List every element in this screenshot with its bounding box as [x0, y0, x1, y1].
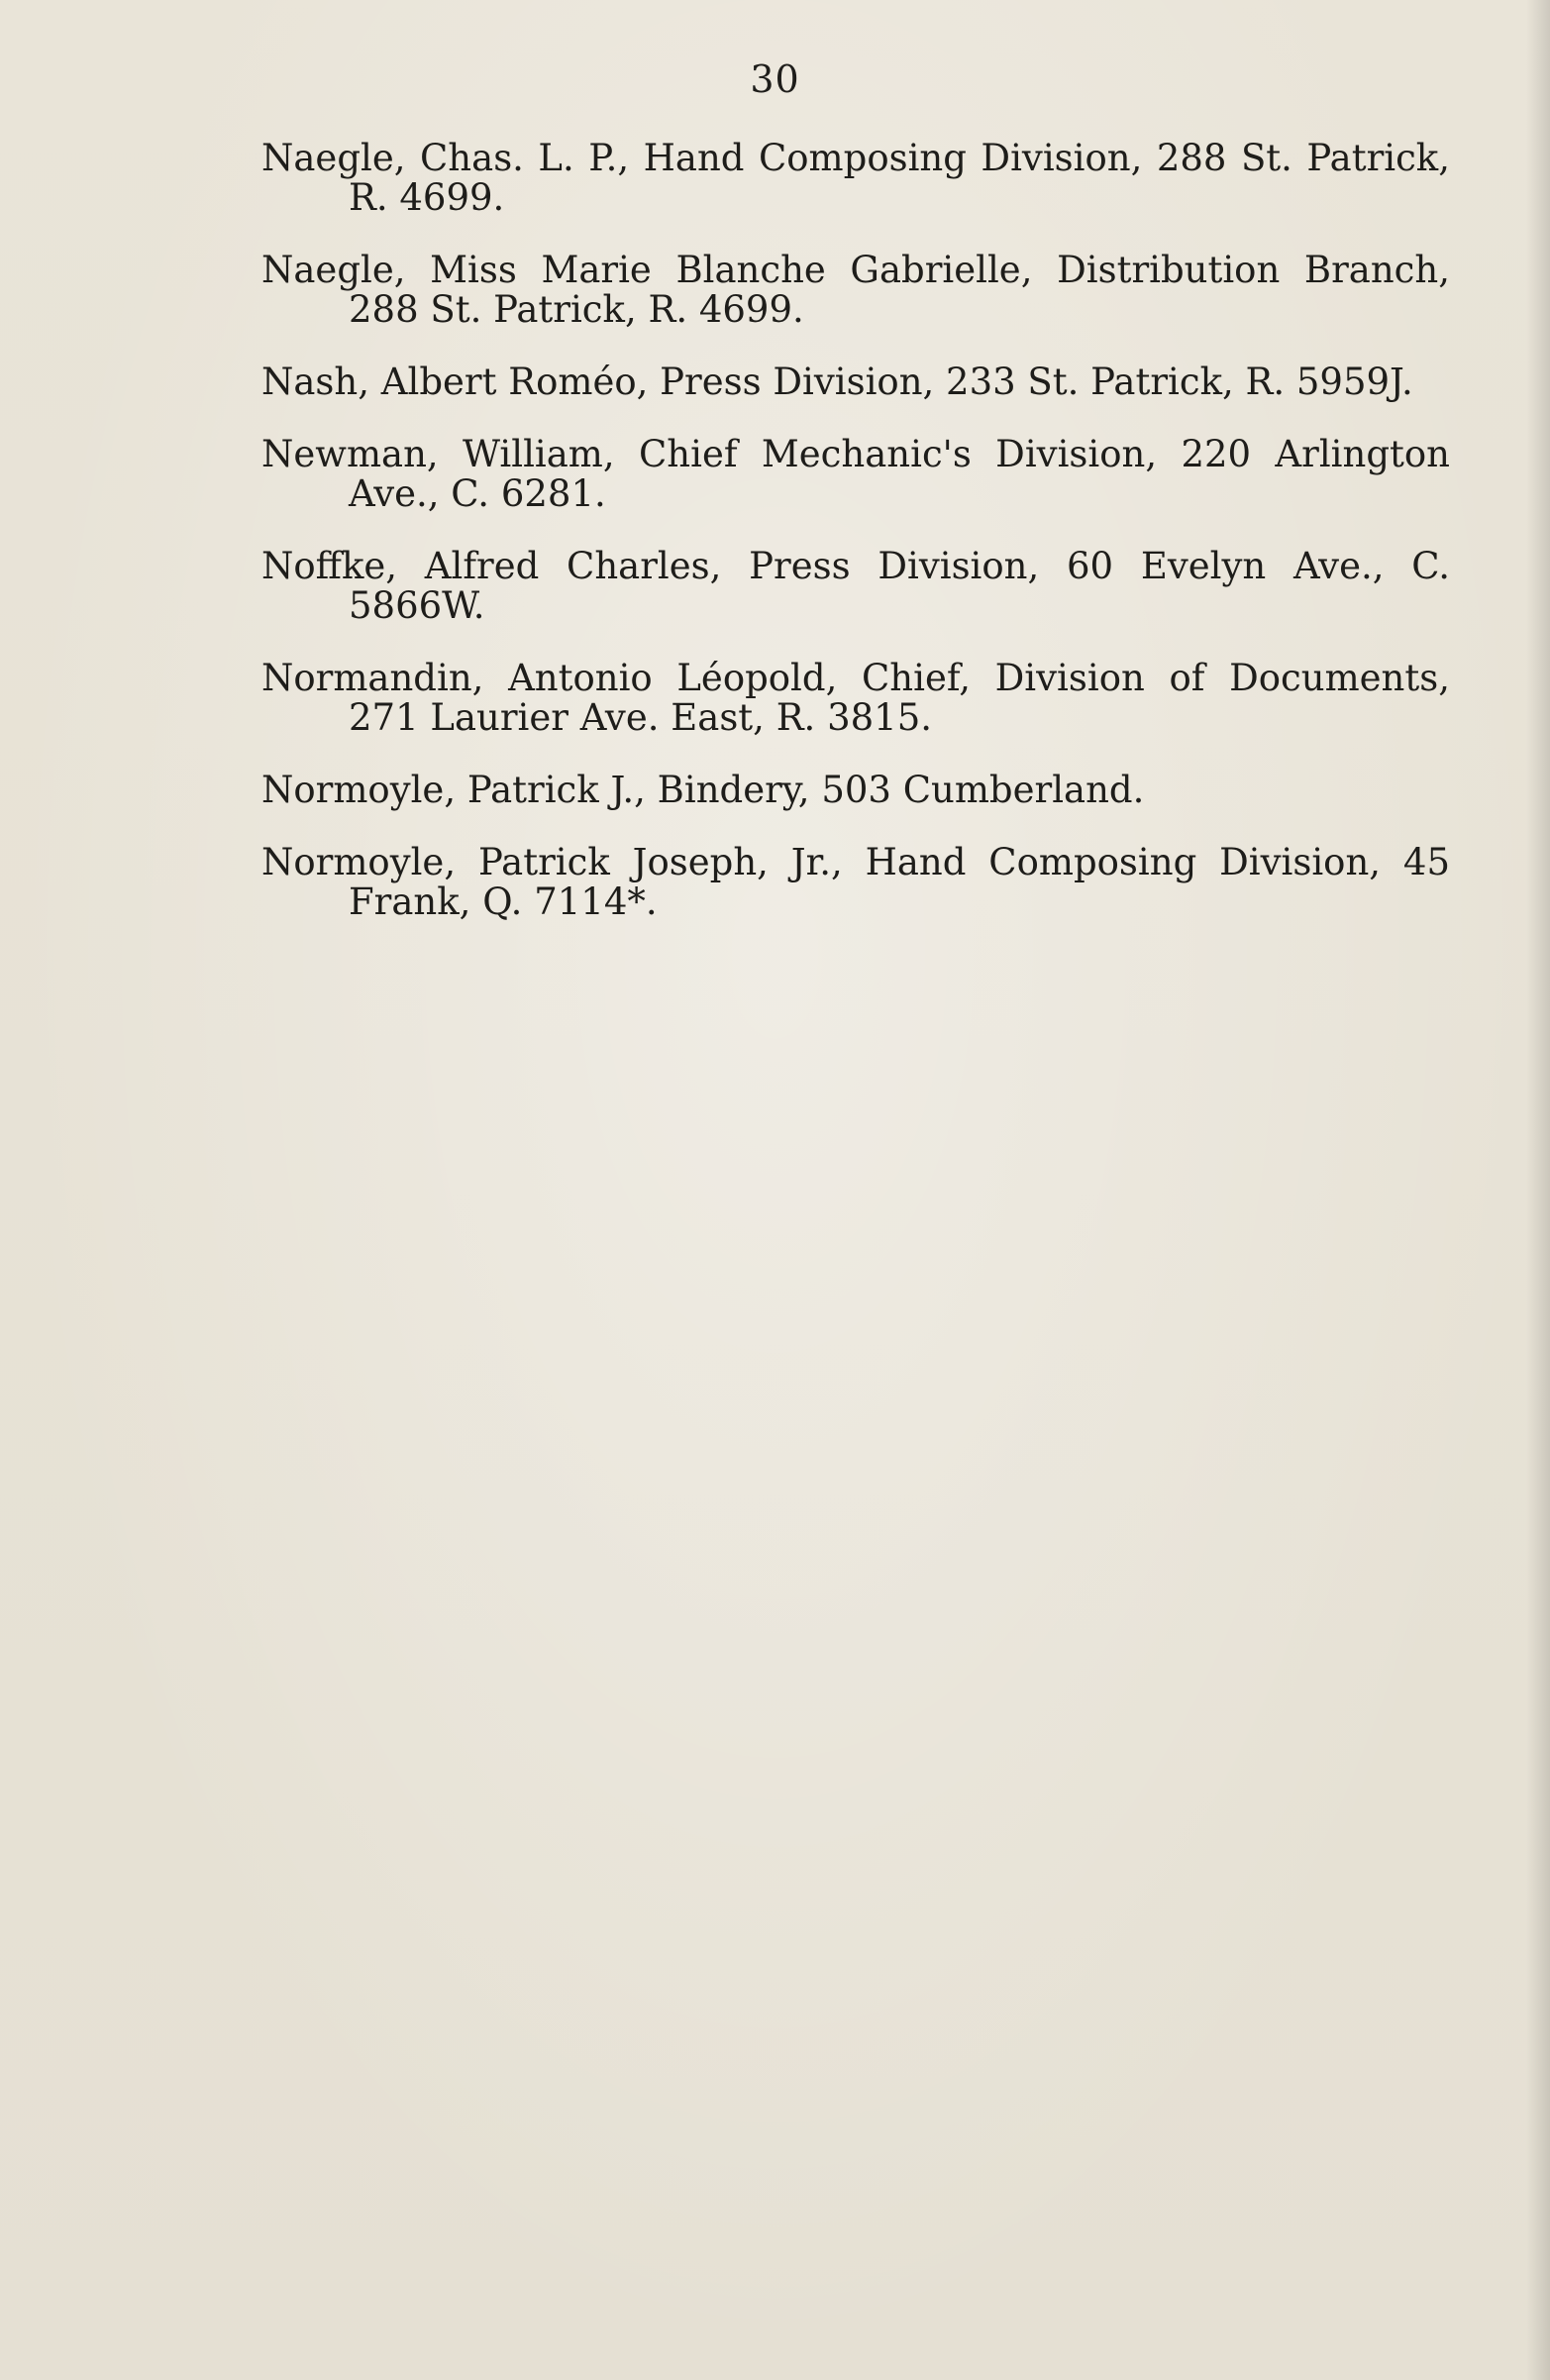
directory-entry: Newman, William, Chief Mechanic's Division, 220 Arlington Ave., C. 6281.: [261, 433, 1450, 515]
directory-entries: [261, 139, 1450, 955]
directory-entry: Naegle, Chas. L. P., Hand Composing Division, 288 St. Patrick, R. 4699.: [261, 137, 1450, 219]
directory-entry: Normandin, Antonio Léopold, Chief, Division of Documents, 271 Laurier Ave. East, R. 3815.: [261, 657, 1450, 739]
directory-entry: Noffke, Alfred Charles, Press Division, 60 Evelyn Ave., C. 5866W.: [261, 545, 1450, 627]
directory-entry: Naegle, Miss Marie Blanche Gabrielle, Distribution Branch, 288 St. Patrick, R. 4699.: [261, 249, 1450, 331]
page-edge-shadow: [1526, 0, 1550, 2380]
directory-entry: Normoyle, Patrick Joseph, Jr., Hand Composing Division, 45 Frank, Q. 7114*.: [261, 841, 1450, 923]
page-number: 30: [750, 57, 800, 101]
directory-entry: Nash, Albert Roméo, Press Division, 233 St. Patrick, R. 5959J.: [261, 361, 1413, 403]
directory-entry: Normoyle, Patrick J., Bindery, 503 Cumberland.: [261, 769, 1145, 811]
